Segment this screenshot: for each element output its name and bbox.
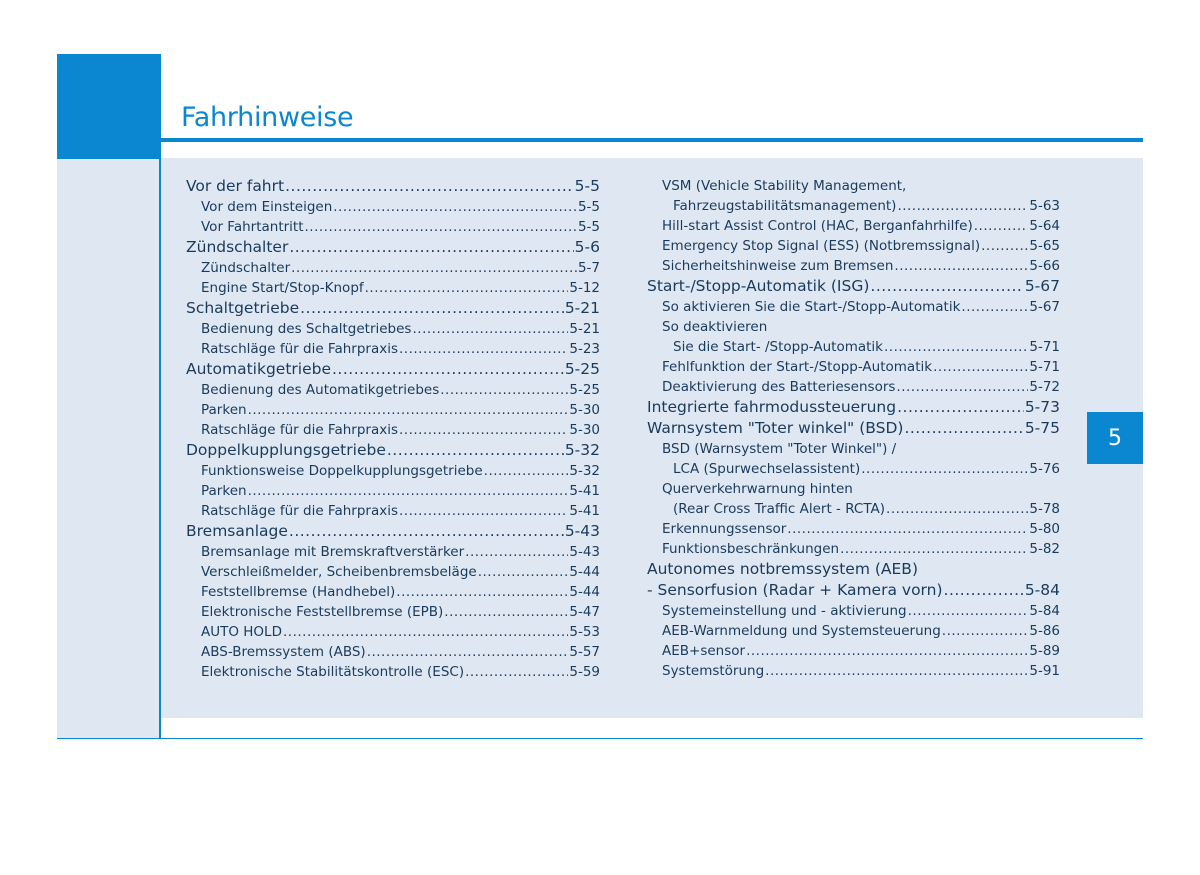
toc-entry-page: 5-80 xyxy=(1029,521,1060,537)
toc-entry-page: 5-67 xyxy=(1029,299,1060,315)
toc-subsection-entry[interactable] xyxy=(186,420,600,440)
toc-entry-page: 5-82 xyxy=(1029,541,1060,557)
toc-entry-page: 5-5 xyxy=(577,199,600,215)
toc-entry-label: Bremsanlage mit Bremskraftverstärker xyxy=(201,544,465,560)
toc-leader-dots xyxy=(444,602,568,622)
toc-subsection-entry[interactable] xyxy=(647,357,1060,377)
toc-leader-dots xyxy=(399,501,568,521)
toc-entry-label: Automatikgetriebe xyxy=(186,360,331,378)
toc-leader-dots xyxy=(861,459,1028,479)
toc-subsection-entry[interactable] xyxy=(647,297,1060,317)
toc-entry-label: Warnsystem "Toter winkel" (BSD) xyxy=(647,419,904,437)
toc-leader-dots xyxy=(942,621,1029,641)
toc-subsection-entry[interactable] xyxy=(647,317,1060,337)
toc-leader-dots xyxy=(440,380,568,400)
toc-subsection-entry[interactable] xyxy=(647,661,1060,681)
toc-entry-label: Funktionsbeschränkungen xyxy=(662,541,840,557)
toc-entry-page: 5-47 xyxy=(569,604,600,620)
toc-subsection-entry[interactable] xyxy=(647,176,1060,196)
toc-subsection-entry[interactable] xyxy=(186,461,600,481)
toc-entry-label: Deaktivierung des Batteriesensors xyxy=(662,379,896,395)
toc-subsection-entry[interactable] xyxy=(647,459,1060,479)
toc-subsection-entry[interactable] xyxy=(647,439,1060,459)
title-rule xyxy=(161,138,1143,142)
toc-entry-label: Ratschläge für die Fahrpraxis xyxy=(201,341,398,357)
toc-entry-label: Systemeinstellung und - aktivierung xyxy=(662,603,907,619)
toc-entry-page: 5-91 xyxy=(1029,663,1060,679)
toc-entry-page: 5-41 xyxy=(569,483,600,499)
toc-subsection-entry[interactable] xyxy=(647,377,1060,397)
toc-entry-label: Feststellbremse (Handhebel) xyxy=(201,584,396,600)
toc-entry-label: So deaktivieren xyxy=(662,319,768,335)
toc-subsection-entry[interactable] xyxy=(186,582,600,602)
toc-entry-page: 5-6 xyxy=(574,238,600,256)
toc-entry-page: 5-12 xyxy=(569,280,600,296)
toc-leader-dots xyxy=(248,400,569,420)
toc-leader-dots xyxy=(332,359,564,380)
toc-entry-page: 5-5 xyxy=(574,177,600,195)
toc-section-entry[interactable] xyxy=(647,418,1060,439)
toc-entry-label: Engine Start/Stop-Knopf xyxy=(201,280,364,296)
toc-entry-label: (Rear Cross Traffic Alert - RCTA) xyxy=(673,501,886,517)
toc-subsection-entry[interactable] xyxy=(647,499,1060,519)
page-title: Fahrhinweise xyxy=(181,102,354,133)
toc-leader-dots xyxy=(904,418,1023,439)
toc-leader-dots xyxy=(894,256,1028,276)
toc-entry-label: ABS-Bremssystem (ABS) xyxy=(201,644,366,660)
toc-entry-page: 5-53 xyxy=(569,624,600,640)
toc-entry-label: Vor Fahrtantritt xyxy=(201,219,304,235)
toc-subsection-entry[interactable] xyxy=(186,258,600,278)
toc-entry-label: Bremsanlage xyxy=(186,522,288,540)
toc-entry-page: 5-30 xyxy=(569,402,600,418)
toc-subsection-entry[interactable] xyxy=(647,601,1060,621)
toc-subsection-entry[interactable] xyxy=(186,501,600,521)
left-header-block xyxy=(57,54,160,159)
toc-entry-label: AEB-Warnmeldung und Systemsteuerung xyxy=(662,623,941,639)
toc-entry-label: Querverkehrwarnung hinten xyxy=(662,481,853,497)
toc-entry-label: AEB+sensor xyxy=(662,643,746,659)
toc-entry-label: Emergency Stop Signal (ESS) (Notbremssignal) xyxy=(662,238,981,254)
toc-leader-dots xyxy=(248,481,569,501)
toc-entry-page: 5-65 xyxy=(1029,238,1060,254)
toc-entry-label: Schaltgetriebe xyxy=(186,299,300,317)
toc-subsection-entry[interactable] xyxy=(186,339,600,359)
toc-subsection-entry[interactable] xyxy=(186,662,600,682)
toc-subsection-entry[interactable] xyxy=(647,539,1060,559)
toc-leader-dots xyxy=(897,397,1024,418)
toc-entry-label: Autonomes notbremssystem (AEB) xyxy=(647,560,918,578)
toc-leader-dots xyxy=(289,237,573,258)
toc-section-entry[interactable] xyxy=(647,276,1060,297)
toc-leader-dots xyxy=(746,641,1028,661)
toc-section-entry[interactable] xyxy=(186,176,600,197)
toc-leader-dots xyxy=(289,521,564,542)
toc-subsection-entry[interactable] xyxy=(186,622,600,642)
toc-leader-dots xyxy=(884,337,1028,357)
toc-leader-dots xyxy=(908,601,1029,621)
toc-entry-page: 5-57 xyxy=(569,644,600,660)
toc-entry-page: 5-41 xyxy=(569,503,600,519)
toc-entry-label: Sicherheitshinweise zum Bremsen xyxy=(662,258,894,274)
toc-entry-page: 5-43 xyxy=(569,544,600,560)
toc-leader-dots xyxy=(399,420,568,440)
toc-entry-label: Vor dem Einsteigen xyxy=(201,199,333,215)
toc-leader-dots xyxy=(840,539,1028,559)
toc-entry-label: Bedienung des Automatikgetriebes xyxy=(201,382,440,398)
toc-leader-dots xyxy=(300,298,564,319)
toc-subsection-entry[interactable] xyxy=(647,196,1060,216)
toc-entry-label: Verschleißmelder, Scheibenbremsbeläge xyxy=(201,564,477,580)
toc-entry-page: 5-25 xyxy=(564,360,600,378)
toc-entry-label: Sie die Start- /Stopp-Automatik xyxy=(673,339,883,355)
toc-entry-page: 5-44 xyxy=(569,584,600,600)
toc-entry-page: 5-7 xyxy=(577,260,600,276)
toc-entry-page: 5-44 xyxy=(569,564,600,580)
toc-entry-page: 5-66 xyxy=(1029,258,1060,274)
toc-entry-page: 5-25 xyxy=(569,382,600,398)
toc-section-entry[interactable] xyxy=(647,580,1060,601)
toc-leader-dots xyxy=(367,642,569,662)
toc-entry-page: 5-32 xyxy=(564,441,600,459)
toc-leader-dots xyxy=(787,519,1028,539)
toc-entry-label: Zündschalter xyxy=(201,260,291,276)
toc-entry-page: 5-21 xyxy=(569,321,600,337)
toc-entry-label: Doppelkupplungsgetriebe xyxy=(186,441,386,459)
toc-leader-dots xyxy=(387,440,564,461)
toc-leader-dots xyxy=(333,197,577,217)
toc-leader-dots xyxy=(365,278,569,298)
toc-leader-dots xyxy=(396,582,568,602)
toc-leader-dots xyxy=(870,276,1023,297)
toc-leader-dots xyxy=(886,499,1028,519)
toc-entry-label: Integrierte fahrmodussteuerung xyxy=(647,398,897,416)
toc-column-left xyxy=(186,176,600,682)
toc-leader-dots xyxy=(478,562,569,582)
toc-entry-label: Systemstörung xyxy=(662,663,765,679)
toc-entry-page: 5-23 xyxy=(569,341,600,357)
toc-entry-label: Funktionsweise Doppelkupplungsgetriebe xyxy=(201,463,483,479)
bottom-rule xyxy=(57,738,1143,739)
toc-entry-page: 5-64 xyxy=(1029,218,1060,234)
toc-entry-page: 5-84 xyxy=(1024,581,1060,599)
toc-leader-dots xyxy=(291,258,577,278)
toc-entry-label: Hill-start Assist Control (HAC, Berganfahrhilfe) xyxy=(662,218,973,234)
toc-entry-label: Fahrzeugstabilitätsmanagement) xyxy=(673,198,897,214)
toc-entry-label: - Sensorfusion (Radar + Kamera vorn) xyxy=(647,581,943,599)
toc-leader-dots xyxy=(944,580,1024,601)
toc-entry-label: Elektronische Feststellbremse (EPB) xyxy=(201,604,444,620)
toc-entry-label: AUTO HOLD xyxy=(201,624,282,640)
toc-entry-label: Start-/Stopp-Automatik (ISG) xyxy=(647,277,870,295)
toc-section-entry[interactable] xyxy=(186,359,600,380)
toc-section-entry[interactable] xyxy=(186,521,600,542)
toc-column-right xyxy=(647,176,1060,681)
toc-leader-dots xyxy=(981,236,1028,256)
toc-entry-page: 5-78 xyxy=(1029,501,1060,517)
toc-subsection-entry[interactable] xyxy=(647,519,1060,539)
toc-subsection-entry[interactable] xyxy=(647,216,1060,236)
toc-subsection-entry[interactable] xyxy=(647,621,1060,641)
toc-leader-dots xyxy=(974,216,1029,236)
toc-entry-page: 5-32 xyxy=(569,463,600,479)
toc-entry-label: Parken xyxy=(201,402,247,418)
toc-leader-dots xyxy=(765,661,1028,681)
toc-leader-dots xyxy=(285,176,574,197)
toc-entry-label: Zündschalter xyxy=(186,238,289,256)
toc-entry-page: 5-75 xyxy=(1024,419,1060,437)
toc-entry-label: Ratschläge für die Fahrpraxis xyxy=(201,422,398,438)
toc-section-entry[interactable] xyxy=(186,298,600,319)
toc-leader-dots xyxy=(305,217,577,237)
toc-entry-page: 5-72 xyxy=(1029,379,1060,395)
toc-entry-label: VSM (Vehicle Stability Management, xyxy=(662,178,907,194)
toc-entry-label: Ratschläge für die Fahrpraxis xyxy=(201,503,398,519)
toc-entry-page: 5-5 xyxy=(577,219,600,235)
toc-leader-dots xyxy=(933,357,1028,377)
toc-subsection-entry[interactable] xyxy=(647,236,1060,256)
toc-subsection-entry[interactable] xyxy=(647,641,1060,661)
toc-entry-label: So aktivieren Sie die Start-/Stopp-Automatik xyxy=(662,299,961,315)
toc-entry-page: 5-59 xyxy=(569,664,600,680)
toc-leader-dots xyxy=(484,461,569,481)
toc-entry-label: LCA (Spurwechselassistent) xyxy=(673,461,861,477)
toc-entry-page: 5-71 xyxy=(1029,339,1060,355)
toc-section-entry[interactable] xyxy=(647,397,1060,418)
toc-leader-dots xyxy=(465,542,568,562)
toc-section-entry[interactable] xyxy=(647,559,1060,580)
toc-leader-dots xyxy=(961,297,1028,317)
toc-entry-page: 5-67 xyxy=(1024,277,1060,295)
toc-entry-page: 5-63 xyxy=(1029,198,1060,214)
toc-entry-label: Erkennungssensor xyxy=(662,521,787,537)
toc-leader-dots xyxy=(283,622,568,642)
toc-leader-dots xyxy=(896,377,1028,397)
toc-entry-label: Bedienung des Schaltgetriebes xyxy=(201,321,412,337)
toc-subsection-entry[interactable] xyxy=(186,380,600,400)
toc-subsection-entry[interactable] xyxy=(647,337,1060,357)
chapter-tab[interactable]: 5 xyxy=(1087,412,1143,464)
toc-subsection-entry[interactable] xyxy=(186,542,600,562)
toc-subsection-entry[interactable] xyxy=(186,400,600,420)
toc-entry-page: 5-73 xyxy=(1024,398,1060,416)
toc-entry-page: 5-30 xyxy=(569,422,600,438)
toc-entry-label: Vor der fahrt xyxy=(186,177,285,195)
toc-leader-dots xyxy=(412,319,568,339)
toc-leader-dots xyxy=(465,662,568,682)
toc-subsection-entry[interactable] xyxy=(186,562,600,582)
toc-subsection-entry[interactable] xyxy=(186,642,600,662)
toc-subsection-entry[interactable] xyxy=(186,217,600,237)
toc-entry-label: Parken xyxy=(201,483,247,499)
toc-subsection-entry[interactable] xyxy=(186,602,600,622)
toc-entry-label: Elektronische Stabilitätskontrolle (ESC) xyxy=(201,664,465,680)
toc-section-entry[interactable] xyxy=(186,440,600,461)
toc-subsection-entry[interactable] xyxy=(186,481,600,501)
toc-entry-label: Fehlfunktion der Start-/Stopp-Automatik xyxy=(662,359,933,375)
toc-entry-page: 5-76 xyxy=(1029,461,1060,477)
toc-subsection-entry[interactable] xyxy=(186,278,600,298)
toc-leader-dots xyxy=(897,196,1028,216)
toc-entry-page: 5-86 xyxy=(1029,623,1060,639)
toc-entry-page: 5-84 xyxy=(1029,603,1060,619)
toc-section-entry[interactable] xyxy=(186,237,600,258)
toc-subsection-entry[interactable] xyxy=(647,479,1060,499)
toc-entry-page: 5-43 xyxy=(564,522,600,540)
toc-entry-page: 5-89 xyxy=(1029,643,1060,659)
toc-entry-label: BSD (Warnsystem "Toter Winkel") / xyxy=(662,441,897,457)
toc-subsection-entry[interactable] xyxy=(186,197,600,217)
toc-subsection-entry[interactable] xyxy=(647,256,1060,276)
toc-subsection-entry[interactable] xyxy=(186,319,600,339)
toc-leader-dots xyxy=(399,339,568,359)
toc-entry-page: 5-71 xyxy=(1029,359,1060,375)
toc-entry-page: 5-21 xyxy=(564,299,600,317)
